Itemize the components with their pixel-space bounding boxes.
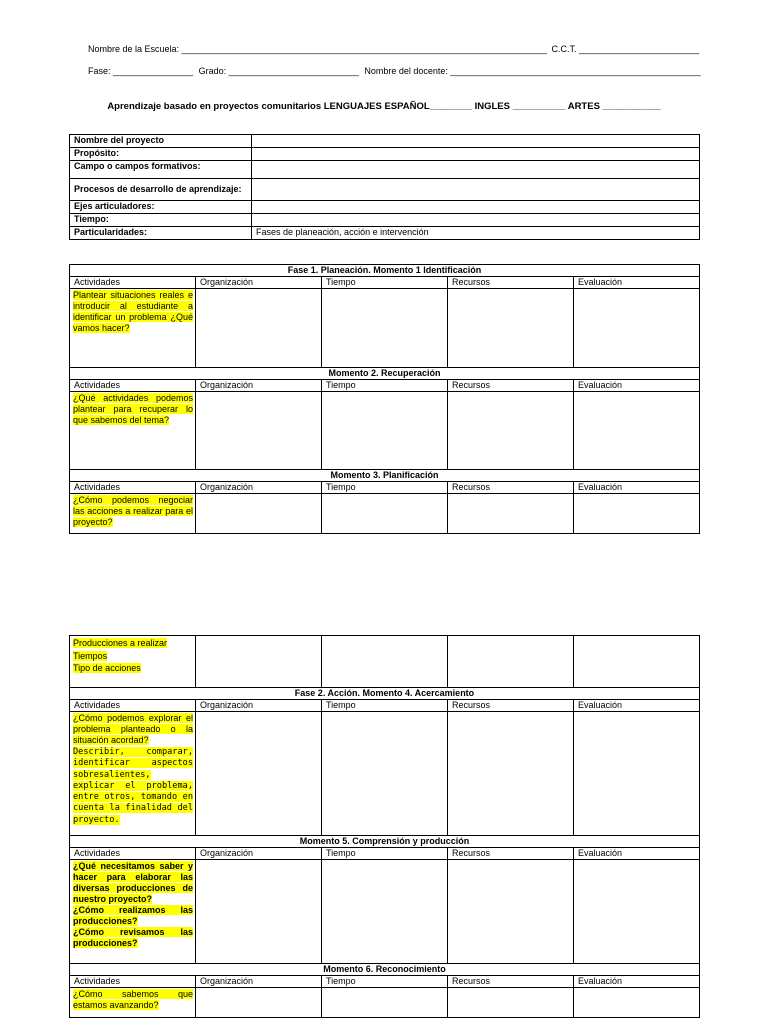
col-organizacion: Organización <box>196 976 322 988</box>
organizacion-cell[interactable] <box>196 712 322 836</box>
activity-cell <box>70 494 196 534</box>
col-actividades: Actividades <box>70 277 196 289</box>
tiempo-cell[interactable] <box>322 988 448 1018</box>
recursos-cell[interactable] <box>448 988 574 1018</box>
col-organizacion: Organización <box>196 277 322 289</box>
activity-cell <box>70 712 196 836</box>
organizacion-cell[interactable] <box>196 289 322 368</box>
fase2-title: Fase 2. Acción. Momento 4. Acercamiento <box>70 688 700 700</box>
teacher-field[interactable]: __________________________________________________ <box>450 66 701 76</box>
evaluacion-cell[interactable] <box>574 636 700 688</box>
tiempo-cell[interactable] <box>322 860 448 964</box>
info-row <box>70 201 700 214</box>
activity-text: ¿Cómo realizamos las producciones? <box>73 905 193 926</box>
recursos-cell[interactable] <box>448 494 574 534</box>
phase-label: Fase: <box>88 66 111 76</box>
col-organizacion: Organización <box>196 848 322 860</box>
activity-row <box>70 392 700 470</box>
tiempo-cell[interactable] <box>322 289 448 368</box>
column-header-row <box>70 848 700 860</box>
organizacion-cell[interactable] <box>196 636 322 688</box>
page-title: Aprendizaje basado en proyectos comunitarios LENGUAJES ESPAÑOL________ INGLES __________ ARTES ___________ <box>107 101 661 112</box>
col-actividades: Actividades <box>70 976 196 988</box>
info-label: Procesos de desarrollo de aprendizaje: <box>70 179 252 201</box>
evaluacion-cell[interactable] <box>574 494 700 534</box>
organizacion-cell[interactable] <box>196 392 322 470</box>
col-organizacion: Organización <box>196 482 322 494</box>
info-label: Campo o campos formativos: <box>70 161 252 179</box>
school-label: Nombre de la Escuela: <box>88 44 180 54</box>
col-evaluacion: Evaluación <box>574 976 700 988</box>
evaluacion-cell[interactable] <box>574 860 700 964</box>
cct-field[interactable]: ________________________ <box>579 44 700 54</box>
recursos-cell[interactable] <box>448 392 574 470</box>
col-tiempo: Tiempo <box>322 277 448 289</box>
info-value[interactable] <box>252 135 700 148</box>
activity-row <box>70 712 700 836</box>
col-actividades: Actividades <box>70 482 196 494</box>
tiempo-cell[interactable] <box>322 712 448 836</box>
col-organizacion: Organización <box>196 700 322 712</box>
activity-row <box>70 860 700 964</box>
activity-text: ¿Cómo sabemos que estamos avanzando? <box>73 989 193 1010</box>
col-organizacion: Organización <box>196 380 322 392</box>
tiempo-cell[interactable] <box>322 392 448 470</box>
info-value[interactable] <box>252 179 700 201</box>
info-value[interactable]: Fases de planeación, acción e intervención <box>252 227 700 240</box>
info-label: Propósito: <box>70 148 252 161</box>
col-evaluacion: Evaluación <box>574 380 700 392</box>
column-header-row <box>70 380 700 392</box>
grade-label: Grado: <box>198 66 227 76</box>
info-value[interactable] <box>252 148 700 161</box>
evaluacion-cell[interactable] <box>574 392 700 470</box>
activity-text: Describir, comparar, identificar aspectos sobresalientes, explicar el problema, entre otros, tomando en cuenta la finalidad del proyecto. <box>73 747 193 825</box>
tiempo-cell[interactable] <box>322 636 448 688</box>
activity-row <box>70 494 700 534</box>
info-label: Ejes articuladores: <box>70 201 252 214</box>
col-actividades: Actividades <box>70 380 196 392</box>
col-evaluacion: Evaluación <box>574 277 700 289</box>
col-recursos: Recursos <box>448 848 574 860</box>
activity-text: ¿Cómo revisamos las producciones? <box>73 927 193 948</box>
activity-text: Plantear situaciones reales e introducir al estudiante a identificar un problema ¿Qué vamos hacer? <box>73 290 193 333</box>
info-label: Tiempo: <box>70 214 252 227</box>
info-row <box>70 148 700 161</box>
info-value[interactable] <box>252 201 700 214</box>
info-value[interactable] <box>252 214 700 227</box>
column-header-row <box>70 700 700 712</box>
recursos-cell[interactable] <box>448 860 574 964</box>
info-value[interactable] <box>252 161 700 179</box>
school-line <box>88 44 699 54</box>
col-tiempo: Tiempo <box>322 380 448 392</box>
col-evaluacion: Evaluación <box>574 848 700 860</box>
col-tiempo: Tiempo <box>322 482 448 494</box>
teacher-label: Nombre del docente: <box>364 66 448 76</box>
activity-cell <box>70 636 196 688</box>
phase-field[interactable]: ________________ <box>113 66 194 76</box>
column-header-row <box>70 976 700 988</box>
momento6-title: Momento 6. Reconocimiento <box>70 964 700 976</box>
activity-text: Tipo de acciones <box>73 663 141 673</box>
col-tiempo: Tiempo <box>322 700 448 712</box>
column-header-row <box>70 482 700 494</box>
activity-text: ¿Qué necesitamos saber y hacer para elaborar las diversas producciones de nuestro proyecto? <box>73 861 193 904</box>
col-evaluacion: Evaluación <box>574 482 700 494</box>
info-label: Nombre del proyecto <box>70 135 252 148</box>
recursos-cell[interactable] <box>448 289 574 368</box>
fase1-title: Fase 1. Planeación. Momento 1 Identificación <box>70 265 700 277</box>
info-row <box>70 135 700 148</box>
activity-cell <box>70 289 196 368</box>
activity-row <box>70 988 700 1018</box>
col-actividades: Actividades <box>70 848 196 860</box>
info-row <box>70 179 700 201</box>
activity-row <box>70 289 700 368</box>
col-evaluacion: Evaluación <box>574 700 700 712</box>
activity-text: Producciones a realizar <box>73 638 168 648</box>
info-row <box>70 227 700 240</box>
activity-text: ¿Cómo podemos explorar el problema planteado o la situación acordad? <box>73 713 193 745</box>
momento3-title: Momento 3. Planificación <box>70 470 700 482</box>
momento5-title: Momento 5. Comprensión y producción <box>70 836 700 848</box>
info-row <box>70 161 700 179</box>
organizacion-cell[interactable] <box>196 860 322 964</box>
evaluacion-cell[interactable] <box>574 988 700 1018</box>
activity-cell <box>70 860 196 964</box>
evaluacion-cell[interactable] <box>574 289 700 368</box>
activity-text: ¿Cómo podemos negociar las acciones a realizar para el proyecto? <box>73 495 193 527</box>
organizacion-cell[interactable] <box>196 494 322 534</box>
col-actividades: Actividades <box>70 700 196 712</box>
activity-text: Tiempos <box>73 650 108 661</box>
col-recursos: Recursos <box>448 380 574 392</box>
evaluacion-cell[interactable] <box>574 712 700 836</box>
activity-row <box>70 636 700 688</box>
phase1-table <box>69 264 700 534</box>
project-info-table <box>69 134 700 240</box>
col-recursos: Recursos <box>448 277 574 289</box>
col-tiempo: Tiempo <box>322 848 448 860</box>
column-header-row <box>70 277 700 289</box>
cct-label: C.C.T. <box>551 44 577 54</box>
phase2-table <box>69 635 700 1018</box>
phase-line <box>88 66 701 76</box>
col-tiempo: Tiempo <box>322 976 448 988</box>
col-recursos: Recursos <box>448 976 574 988</box>
organizacion-cell[interactable] <box>196 988 322 1018</box>
info-label: Particularidades: <box>70 227 252 240</box>
activity-cell <box>70 988 196 1018</box>
tiempo-cell[interactable] <box>322 494 448 534</box>
recursos-cell[interactable] <box>448 636 574 688</box>
activity-cell <box>70 392 196 470</box>
school-field[interactable]: _________________________________________________________________________ <box>181 44 547 54</box>
col-recursos: Recursos <box>448 700 574 712</box>
momento2-title: Momento 2. Recuperación <box>70 368 700 380</box>
col-recursos: Recursos <box>448 482 574 494</box>
activity-text: ¿Qué actividades podemos plantear para recuperar lo que sabemos del tema? <box>73 393 193 425</box>
grade-field[interactable]: __________________________ <box>228 66 359 76</box>
info-row <box>70 214 700 227</box>
recursos-cell[interactable] <box>448 712 574 836</box>
